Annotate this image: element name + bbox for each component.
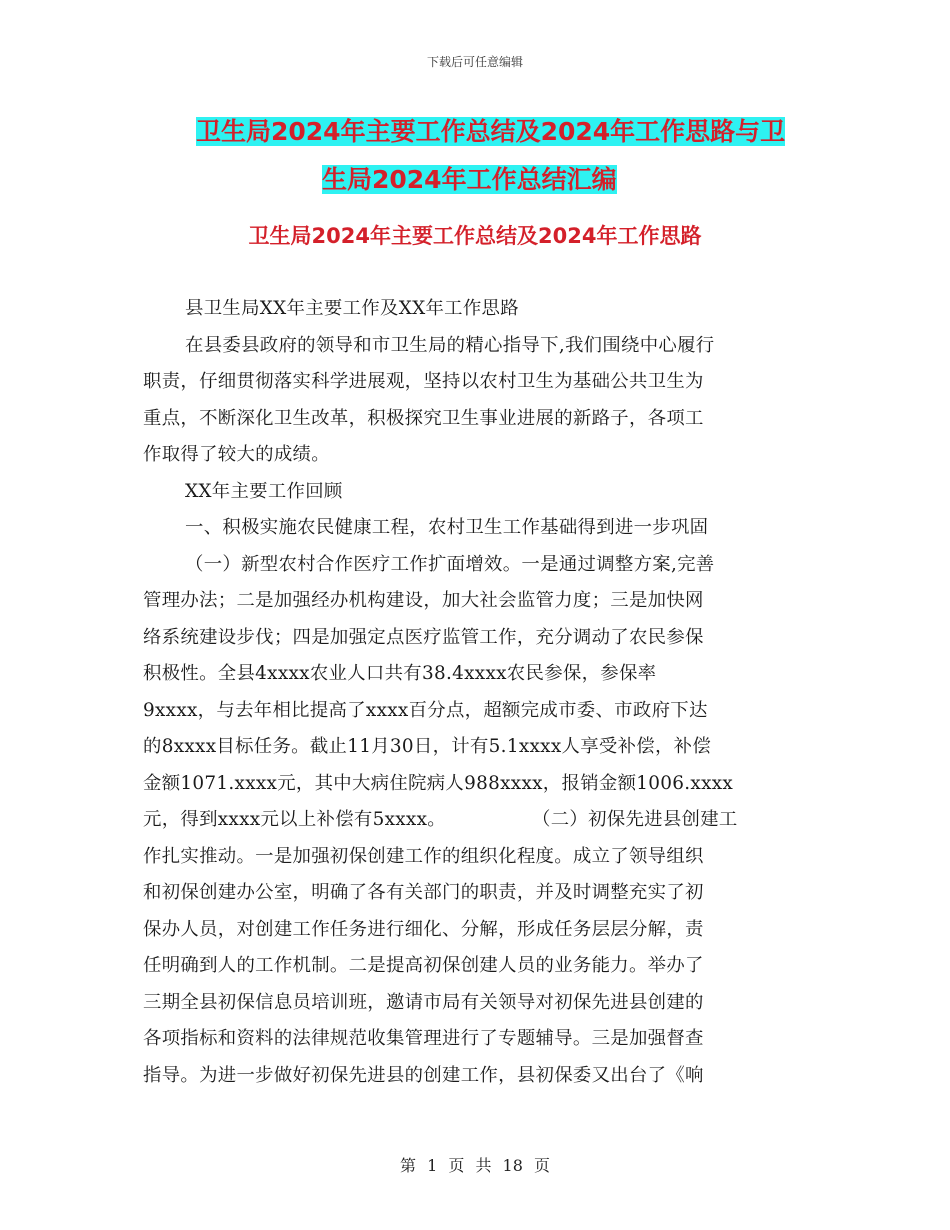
body-line: 在县委县政府的领导和市卫生局的精心指导下,我们围绕中心履行: [185, 334, 715, 356]
page-footer: 第 1 页 共 18 页: [400, 1156, 550, 1175]
body-line: XX年主要工作回顾: [185, 480, 343, 502]
body-line: 作扎实推动。一是加强初保创建工作的组织化程度。成立了领导组织: [143, 845, 704, 867]
header-note: 下载后可任意编辑: [426, 55, 523, 69]
title-line-1: [150, 108, 850, 156]
section-title: 卫生局2024年主要工作总结及2024年工作思路: [248, 224, 702, 248]
body-line: 的8xxxx目标任务。截止11月30日，计有5.1xxxx人享受补偿，补偿: [143, 736, 712, 757]
body-line: 保办人员，对创建工作任务进行细化、分解，形成任务层层分解，责: [143, 918, 704, 940]
body-line: 金额1071.xxxx元，其中大病住院病人988xxxx，报销金额1006.xxxx: [143, 772, 734, 794]
body-line: 任明确到人的工作机制。二是提高初保创建人员的业务能力。举办了: [143, 955, 704, 976]
body-line: 积极性。全县4xxxx农业人口共有38.4xxxx农民参保，参保率: [143, 663, 657, 684]
body-line: （一）新型农村合作医疗工作扩面增效。一是通过调整方案,完善: [185, 553, 715, 575]
body-line: 重点，不断深化卫生改革，积极探究卫生事业进展的新路子，各项工: [143, 407, 704, 429]
title-highlight-2: 生局2024年工作总结汇编: [322, 165, 617, 194]
body-line: 络系统建设步伐；四是加强定点医疗监管工作，充分调动了农民参保: [143, 626, 704, 648]
body-line: 三期全县初保信息员培训班，邀请市局有关领导对初保先进县创建的: [143, 991, 704, 1013]
body-text: [143, 291, 803, 1094]
body-line: 作取得了较大的成绩。: [143, 444, 330, 465]
body-line: 县卫生局XX年主要工作及XX年工作思路: [185, 298, 519, 319]
body-line: 指导。为进一步做好初保先进县的创建工作，县初保委又出台了《响: [143, 1064, 704, 1086]
body-line: 各项指标和资料的法律规范收集管理进行了专题辅导。三是加强督查: [143, 1028, 704, 1049]
body-line: 和初保创建办公室，明确了各有关部门的职责，并及时调整充实了初: [143, 882, 704, 903]
document-title: [150, 108, 850, 204]
title-highlight-1: 卫生局2024年主要工作总结及2024年工作思路与卫: [196, 117, 786, 146]
body-line: 管理办法；二是加强经办机构建设，加大社会监管力度；三是加快网: [143, 590, 704, 611]
body-line: 职责，仔细贯彻落实科学进展观，坚持以农村卫生为基础公共卫生为: [143, 371, 704, 392]
body-line: 一、积极实施农民健康工程，农村卫生工作基础得到进一步巩固: [185, 517, 709, 538]
title-line-2: [150, 156, 850, 204]
body-line: 9xxxx，与去年相比提高了xxxx百分点，超额完成市委、市政府下达: [143, 699, 708, 721]
body-line: 元，得到xxxx元以上补偿有5xxxx。 （二）初保先进县创建工: [143, 809, 738, 830]
